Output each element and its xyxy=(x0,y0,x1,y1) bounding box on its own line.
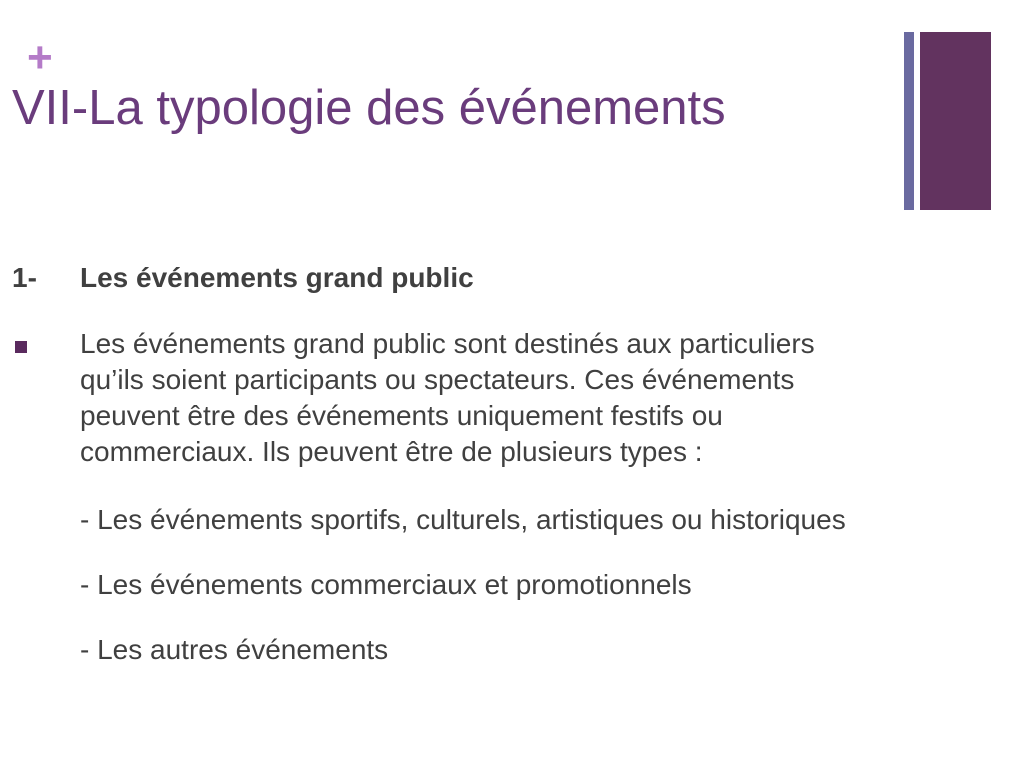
event-type-item: - Les événements commerciaux et promotionnels xyxy=(80,569,692,600)
slide-title: VII-La typologie des événements xyxy=(12,81,726,135)
event-type-item: - Les autres événements xyxy=(80,634,389,665)
paragraph-line: Les événements grand public sont destinés aux particuliers xyxy=(80,328,815,359)
section-number: 1- xyxy=(12,262,37,293)
plus-icon: + xyxy=(27,33,53,82)
square-bullet-icon xyxy=(15,341,27,353)
paragraph-line: qu’ils soient participants ou spectateurs. Ces événements xyxy=(80,364,795,395)
event-type-item: - Les événements sportifs, culturels, artistiques ou historiques xyxy=(80,504,846,535)
body-paragraph xyxy=(80,326,1010,470)
paragraph-line: commerciaux. Ils peuvent être de plusieurs types : xyxy=(80,436,703,467)
paragraph-line: peuvent être des événements uniquement festifs ou xyxy=(80,400,723,431)
section-heading: Les événements grand public xyxy=(80,262,474,293)
